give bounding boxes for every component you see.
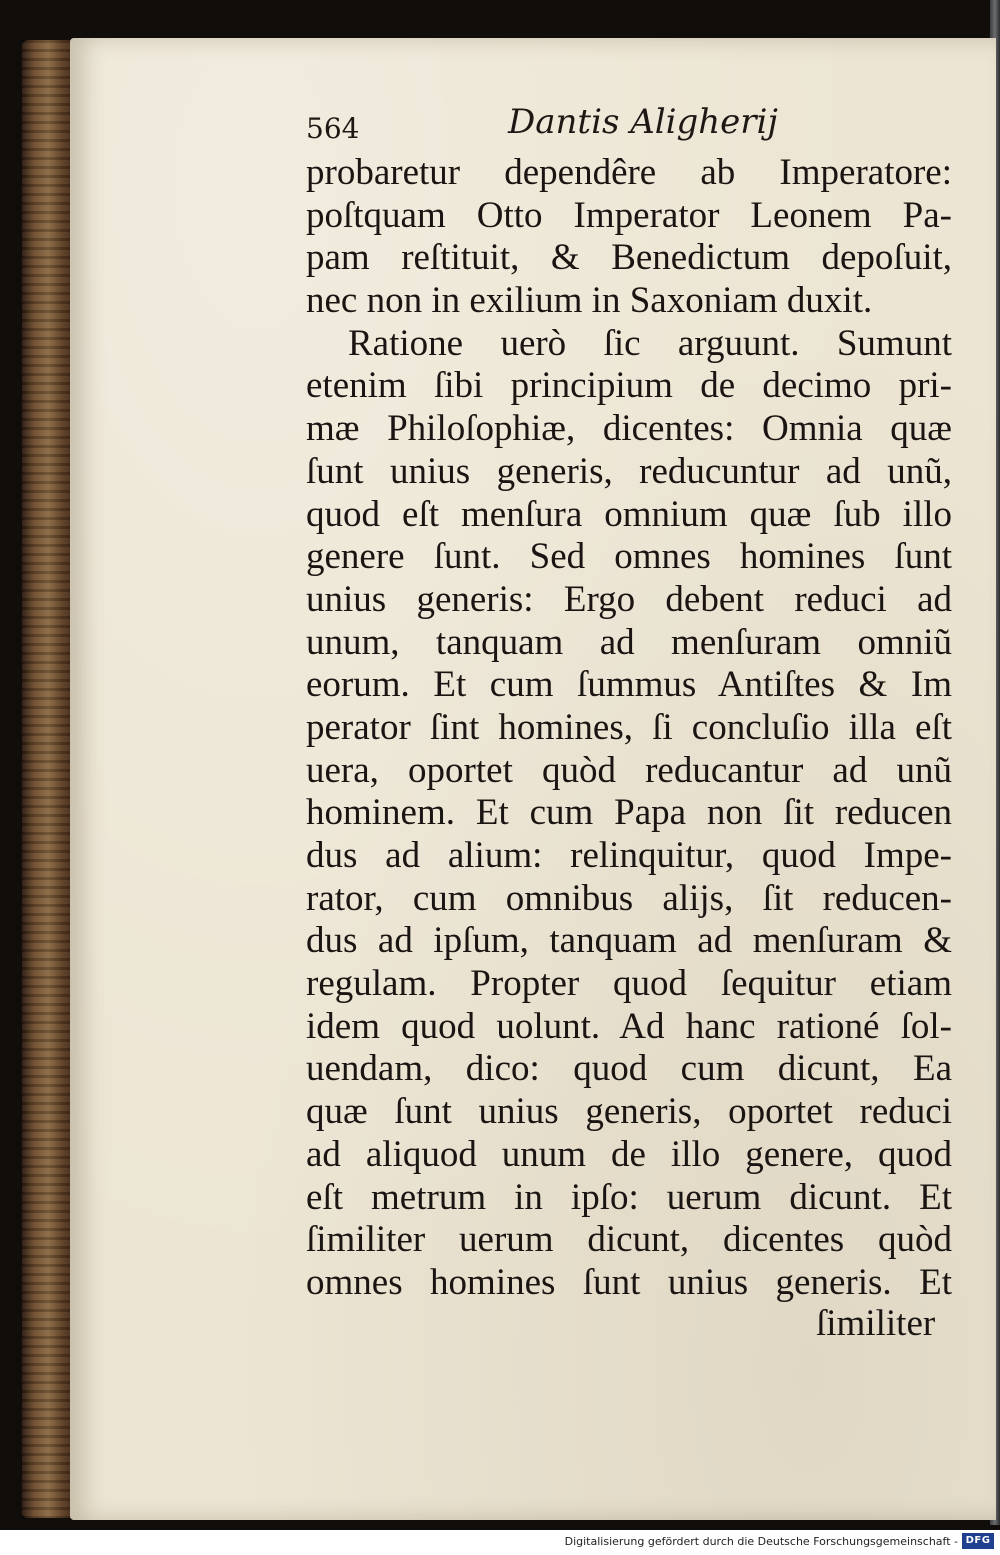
text-line: Ratione uerò ſic arguunt. Sumunt (348, 322, 952, 364)
funding-credit: Digitalisierung gefördert durch die Deutsche Forschungsgemeinschaft - (564, 1535, 958, 1548)
text-line: dus ad alium: relinquitur, quod Impe- (306, 835, 952, 876)
catchword: ſimiliter (816, 1303, 936, 1344)
text-line: etenim ſibi principium de decimo pri- (306, 365, 952, 407)
text-line: eſt metrum in ipſo: uerum dicunt. Et (306, 1176, 952, 1218)
text-line: mæ Philoſophiæ, dicentes: Omnia quæ (306, 408, 952, 450)
running-head: Dantis Aligherij (508, 102, 778, 142)
text-line: rator, cum omnibus alijs, ſit reducen- (306, 877, 952, 919)
page-header (306, 102, 956, 152)
text-line: quæ ſunt unius generis, oportet reduci (306, 1091, 952, 1133)
text-line: idem quod uolunt. Ad hanc rationé ſol- (306, 1005, 952, 1047)
text-line: omnes homines ſunt unius generis. Et (306, 1261, 952, 1303)
page-number: 564 (306, 112, 360, 145)
text-line: hominem. Et cum Papa non ſit reducen (306, 792, 952, 834)
text-line: probaretur dependêre ab Imperatore: (306, 152, 952, 193)
text-line: poſtquam Otto Imperator Leonem Pa- (306, 194, 952, 236)
text-line: uera, oportet quòd reducantur ad unũ (306, 749, 952, 791)
text-line: genere ſunt. Sed omnes homines ſunt (306, 536, 952, 578)
text-line: regulam. Propter quod ſequitur etiam (306, 963, 952, 1005)
text-line: ſimiliter uerum dicunt, dicentes quòd (306, 1219, 952, 1261)
text-line: ſunt unius generis, reducuntur ad unũ, (306, 450, 952, 492)
text-line: quod eſt menſura omnium quæ ſub illo (306, 493, 952, 535)
text-line: pam reſtituit, & Benedictum depoſuit, (306, 237, 952, 279)
text-line: uendam, dico: quod cum dicunt, Ea (306, 1048, 952, 1090)
text-line: dus ad ipſum, tanquam ad menſuram & (306, 920, 952, 962)
text-line: eorum. Et cum ſummus Antiſtes & Im (306, 664, 952, 706)
text-line: unum, tanquam ad menſuram omniũ (306, 621, 952, 663)
text-line: ad aliquod unum de illo genere, quod (306, 1133, 952, 1175)
text-line: perator ſint homines, ſi concluſio illa eſt (306, 706, 952, 748)
digitization-footer (0, 1530, 1000, 1555)
text-line: nec non in exilium in Saxoniam duxit. (306, 280, 873, 322)
body-text (306, 152, 952, 1305)
dfg-logo: DFG (962, 1533, 994, 1549)
text-line: unius generis: Ergo debent reduci ad (306, 578, 952, 620)
